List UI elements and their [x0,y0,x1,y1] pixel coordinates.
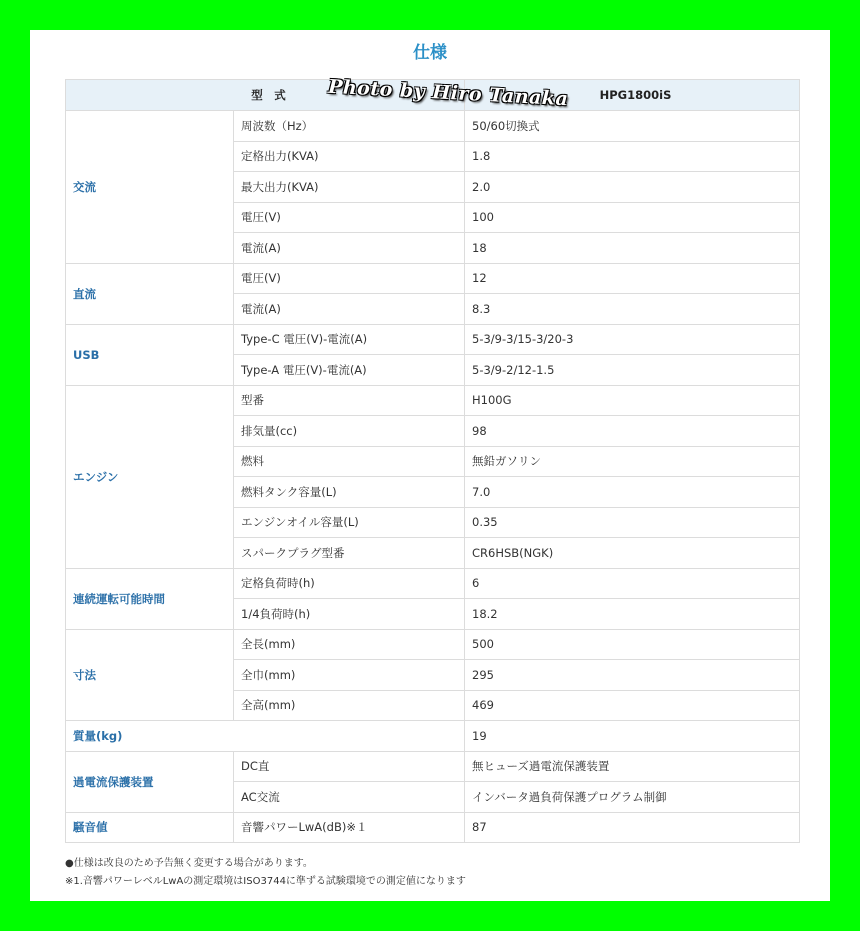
value-cell: 2.0 [465,172,800,203]
value-cell: 8.3 [465,294,800,325]
footnote-1: ●仕様は改良のため予告無く変更する場合があります。 [65,858,313,869]
spec-card [30,30,830,901]
value-cell: 無鉛ガソリン [465,446,800,477]
item-cell: 最大出力(KVA) [234,172,465,203]
value-cell: 6 [465,568,800,599]
item-cell: 全長(mm) [234,629,465,660]
value-cell: H100G [465,385,800,416]
category-cell: USB [66,324,234,385]
value-cell: 18 [465,233,800,264]
table-row [66,385,800,416]
item-cell: Type-C 電圧(V)-電流(A) [234,324,465,355]
item-cell: 音響パワーLwA(dB)※１ [234,812,465,843]
value-cell: 無ヒューズ過電流保護装置 [465,751,800,782]
item-cell: Type-A 電圧(V)-電流(A) [234,355,465,386]
table-row [66,629,800,660]
item-cell: スパークプラグ型番 [234,538,465,569]
item-cell: 全高(mm) [234,690,465,721]
value-cell: 100 [465,202,800,233]
item-cell: 電圧(V) [234,263,465,294]
category-cell: 騒音値 [66,812,234,843]
table-row [66,263,800,294]
item-cell: 型番 [234,385,465,416]
category-cell: 質量(kg) [66,721,465,752]
spec-table [65,79,800,843]
item-cell: DC直 [234,751,465,782]
value-cell: 18.2 [465,599,800,630]
value-cell: 5-3/9-3/15-3/20-3 [465,324,800,355]
item-cell: 全巾(mm) [234,660,465,691]
value-cell: インバータ過負荷保護プログラム制御 [465,782,800,813]
table-row [66,751,800,782]
footnote-2: ※1.音響パワーレベルLwAの測定環境はISO3744に準ずる試験環境での測定値になります [65,876,466,887]
item-cell: 1/4負荷時(h) [234,599,465,630]
watermark-text: Photo by Hiro Tanaka [327,75,569,111]
table-row [66,324,800,355]
item-cell: 電流(A) [234,294,465,325]
value-cell: 87 [465,812,800,843]
header-label: 型 式 [66,80,465,111]
table-row [66,721,800,752]
value-cell: 98 [465,416,800,447]
value-cell: 5-3/9-2/12-1.5 [465,355,800,386]
value-cell: 0.35 [465,507,800,538]
item-cell: 排気量(cc) [234,416,465,447]
category-cell: 連続運転可能時間 [66,568,234,629]
item-cell: 燃料 [234,446,465,477]
value-cell: CR6HSB(NGK) [465,538,800,569]
category-cell: 寸法 [66,629,234,721]
item-cell: 周波数（Hz） [234,111,465,142]
category-cell: 直流 [66,263,234,324]
category-cell: エンジン [66,385,234,568]
page-title: 仕様 [413,43,447,63]
item-cell: 定格出力(KVA) [234,141,465,172]
header-model: HPG1800iS [465,80,800,111]
item-cell: 定格負荷時(h) [234,568,465,599]
value-cell: 12 [465,263,800,294]
item-cell: AC交流 [234,782,465,813]
category-cell: 過電流保護装置 [66,751,234,812]
footnotes [65,855,466,891]
value-cell: 1.8 [465,141,800,172]
value-cell: 50/60切換式 [465,111,800,142]
table-row [66,812,800,843]
item-cell: 電流(A) [234,233,465,264]
item-cell: 燃料タンク容量(L) [234,477,465,508]
table-row [66,568,800,599]
value-cell: 500 [465,629,800,660]
item-cell: 電圧(V) [234,202,465,233]
category-cell: 交流 [66,111,234,264]
table-row [66,111,800,142]
value-cell: 295 [465,660,800,691]
value-cell: 19 [465,721,800,752]
value-cell: 469 [465,690,800,721]
item-cell: エンジンオイル容量(L) [234,507,465,538]
value-cell: 7.0 [465,477,800,508]
